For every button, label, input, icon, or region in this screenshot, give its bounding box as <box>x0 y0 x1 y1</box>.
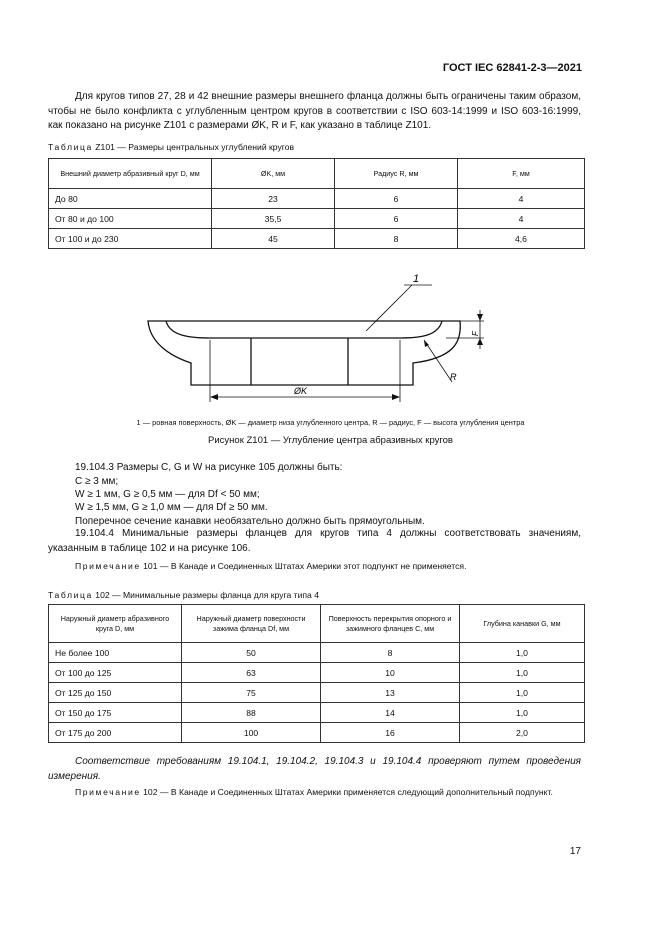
table-z101-caption-text: Z101 — Размеры центральных углублений кругов <box>95 142 295 152</box>
table-cell: 50 <box>182 643 321 663</box>
table-102-caption <box>48 590 319 600</box>
note-102-label: Примечание <box>75 787 141 797</box>
table-cell: 1,0 <box>460 703 585 723</box>
table-cell: От 100 и до 230 <box>49 229 212 249</box>
table-z101-header-f: F, мм <box>458 159 585 189</box>
table-z101-caption <box>48 142 294 152</box>
table-cell: От 100 до 125 <box>49 663 182 683</box>
section-19-104-3-line-4: Поперечное сечение канавки необязательно должно быть прямоугольным. <box>75 516 425 527</box>
section-19-104-3-line-1: C ≥ 3 мм; <box>75 476 119 487</box>
table-cell: 10 <box>321 663 460 683</box>
table-cell: 13 <box>321 683 460 703</box>
label-r: R <box>450 372 457 382</box>
table-cell: Не более 100 <box>49 643 182 663</box>
note-102 <box>48 786 581 799</box>
table-z101-header-k: ØK, мм <box>212 159 335 189</box>
table-102-caption-label: Таблица <box>48 590 93 600</box>
table-z101-header-r: Радиус R, мм <box>335 159 458 189</box>
table-102-header-df: Наружный диаметр поверхности зажима фланца Df, мм <box>182 605 321 643</box>
table-cell: 8 <box>321 643 460 663</box>
table-cell: 1,0 <box>460 663 585 683</box>
section-19-104-3-line-3: W ≥ 1,5 мм, G ≥ 1,0 мм — для Df ≥ 50 мм. <box>75 502 268 513</box>
compliance-paragraph: Соответствие требованиям 19.104.1, 19.104.2, 19.104.3 и 19.104.4 проверяют путем проведения измерения. <box>48 756 581 782</box>
table-cell: 23 <box>212 189 335 209</box>
table-cell: 75 <box>182 683 321 703</box>
table-cell: 16 <box>321 723 460 743</box>
table-row <box>49 663 585 683</box>
table-102-caption-text: 102 — Минимальные размеры фланца для круга типа 4 <box>95 590 319 600</box>
table-row <box>49 723 585 743</box>
table-cell: От 80 и до 100 <box>49 209 212 229</box>
table-cell: 4,6 <box>458 229 585 249</box>
page-number: 17 <box>569 846 581 857</box>
section-19-104-3-title: 19.104.3 Размеры C, G и W на рисунке 105 должны быть: <box>75 462 343 473</box>
table-cell: От 175 до 200 <box>49 723 182 743</box>
note-101-label: Примечание <box>75 561 141 571</box>
label-k: ØK <box>294 386 308 396</box>
table-cell: 35,5 <box>212 209 335 229</box>
table-cell: 100 <box>182 723 321 743</box>
table-cell: 14 <box>321 703 460 723</box>
f-arrow-bottom <box>477 338 483 345</box>
table-row <box>49 643 585 663</box>
table-cell: 4 <box>458 209 585 229</box>
table-102-header-diameter: Наружный диаметр абразивного круга D, мм <box>49 605 182 643</box>
table-cell: 6 <box>335 209 458 229</box>
section-19-104-3-line-2: W ≥ 1 мм, G ≥ 0,5 мм — для Df < 50 мм; <box>75 489 260 500</box>
table-cell: 6 <box>335 189 458 209</box>
note-102-text: 102 — В Канаде и Соединенных Штатах Америки применяется следующий дополнительный подпункт. <box>143 787 553 797</box>
r-leader-line <box>424 340 452 382</box>
table-z101 <box>48 158 585 249</box>
document-standard-header: ГОСТ IEC 62841-2-3—2021 <box>442 62 582 74</box>
intro-paragraph: Для кругов типов 27, 28 и 42 внешние размеры внешнего фланца должны быть ограничены таким образом, чтобы не было конфликта с углубленным центром кругов в соответствии с ISO 603-14:1999 и ISO 603-16:1999, как показано на рисунке Z101 с размерами ØK, R и F, как указано в таблице Z101. <box>48 91 581 131</box>
table-row <box>49 683 585 703</box>
table-cell: 2,0 <box>460 723 585 743</box>
label-f: F <box>471 331 480 336</box>
wheel-outline <box>148 321 460 385</box>
k-arrow-left <box>210 394 218 400</box>
table-102-header-g: Глубина канавки G, мм <box>460 605 585 643</box>
table-cell: 1,0 <box>460 683 585 703</box>
table-cell: 63 <box>182 663 321 683</box>
table-cell: 8 <box>335 229 458 249</box>
figure-legend: 1 — ровная поверхность, ØK — диаметр низа углубленного центра, R — радиус, F — высота углубления центра <box>136 418 525 427</box>
k-arrow-right <box>392 394 400 400</box>
note-101-text: 101 — В Канаде и Соединенных Штатах Америки этот подпункт не применяется. <box>143 561 467 571</box>
table-cell: До 80 <box>49 189 212 209</box>
figure-caption: Рисунок Z101 — Углубление центра абразивных кругов <box>208 435 453 446</box>
table-cell: От 125 до 150 <box>49 683 182 703</box>
note-101 <box>75 561 466 571</box>
label-1-leader-line <box>366 285 412 331</box>
table-row <box>49 189 585 209</box>
label-1: 1 <box>413 273 420 285</box>
section-19-104-4: 19.104.4 Минимальные размеры фланцев для кругов типа 4 должны соответствовать значениям, указанным в таблице 102 и на рисунке 106. <box>48 528 581 554</box>
table-cell: 1,0 <box>460 643 585 663</box>
table-102-header-c: Поверхность перекрытия опорного и зажимного фланцев C, мм <box>321 605 460 643</box>
depressed-center-curve <box>166 321 442 338</box>
f-arrow-top <box>477 314 483 321</box>
table-cell: От 150 до 175 <box>49 703 182 723</box>
table-z101-header-diameter: Внешний диаметр абразивный круг D, мм <box>49 159 212 189</box>
table-row <box>49 703 585 723</box>
table-cell: 4 <box>458 189 585 209</box>
figure-z101-drawing <box>140 268 520 408</box>
table-row <box>49 209 585 229</box>
table-102 <box>48 604 585 743</box>
table-row <box>49 229 585 249</box>
table-cell: 88 <box>182 703 321 723</box>
table-cell: 45 <box>212 229 335 249</box>
table-z101-caption-label: Таблица <box>48 142 93 152</box>
